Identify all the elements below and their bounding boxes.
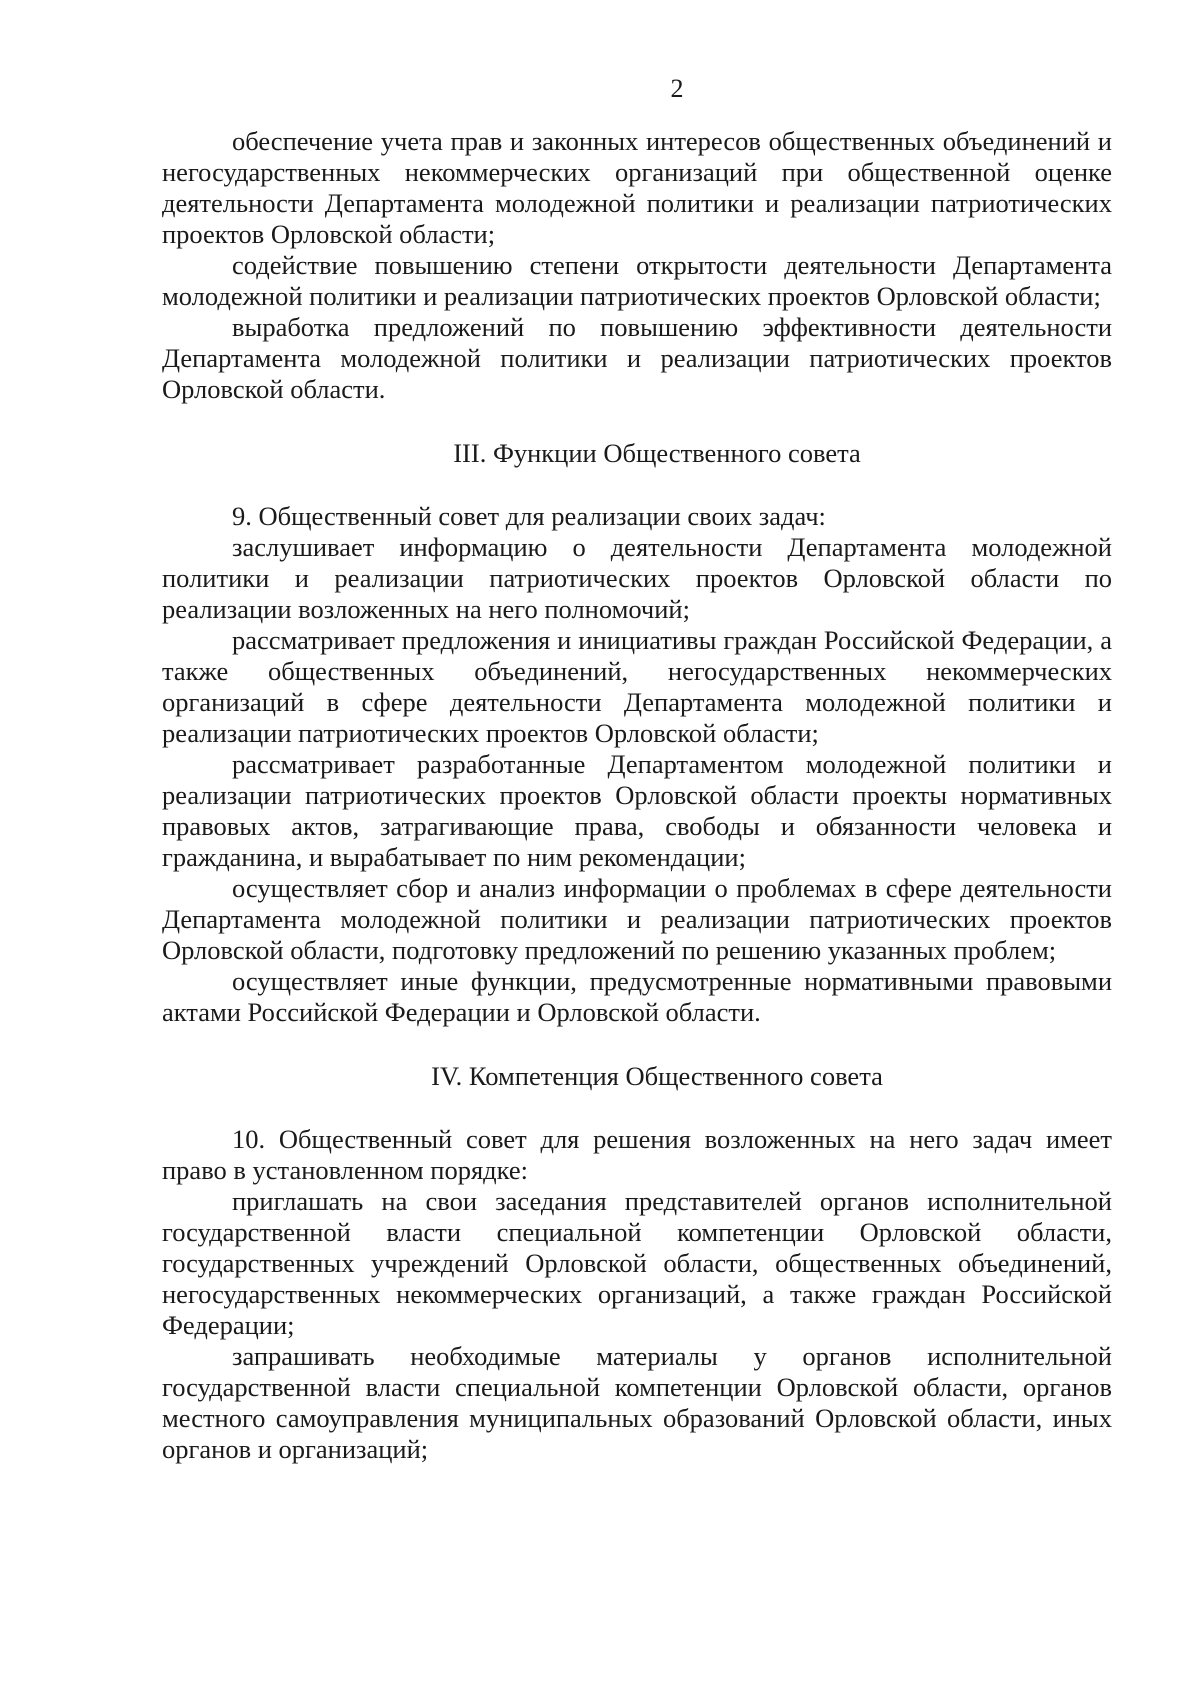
page-number: 2 (670, 74, 684, 103)
section-heading: IV. Компетенция Общественного совета (431, 1061, 883, 1091)
paragraph: содействие повышению степени открытости деятельности Департамента молодежной политики и реализации патриотических проектов Орловской области; (162, 250, 1112, 311)
paragraph: осуществляет иные функции, предусмотренные нормативными правовыми актами Российской Федерации и Орловской области. (162, 966, 1112, 1027)
functions-list (162, 501, 1112, 1028)
paragraph: запрашивать необходимые материалы у органов исполнительной государственной власти специальной компетенции Орловской области, органов местного самоуправления муниципальных образований Орловской области, иных органов и организаций; (162, 1341, 1112, 1464)
paragraph: осуществляет сбор и анализ информации о проблемах в сфере деятельности Департамента молодежной политики и реализации патриотических проектов Орловской области, подготовку предложений по решению указанных проблем; (162, 873, 1112, 965)
paragraph: 9. Общественный совет для реализации своих задач: (232, 501, 826, 531)
paragraph: рассматривает предложения и инициативы граждан Российской Федерации, а также общественных объединений, негосударственных некоммерческих организаций в сфере деятельности Департамента молодежной политики и реализации патриотических проектов Орловской области; (162, 625, 1112, 748)
paragraph: обеспечение учета прав и законных интересов общественных объединений и негосударственных некоммерческих организаций при общественной оценке деятельности Департамента молодежной политики и реализации патриотических проектов Орловской области; (162, 126, 1112, 249)
intro-list (162, 126, 1112, 405)
paragraph: выработка предложений по повышению эффективности деятельности Департамента молодежной политики и реализации патриотических проектов Орловской области. (162, 312, 1112, 404)
paragraph: рассматривает разработанные Департаментом молодежной политики и реализации патриотических проектов Орловской области проекты нормативных правовых актов, затрагивающие права, свободы и обязанности человека и гражданина, и вырабатывает по ним рекомендации; (162, 749, 1112, 872)
paragraph: приглашать на свои заседания представителей органов исполнительной государственной власти специальной компетенции Орловской области, государственных учреждений Орловской области, общественных объединений, негосударственных некоммерческих организаций, а также граждан Российской Федерации; (162, 1186, 1112, 1340)
section-heading: III. Функции Общественного совета (453, 438, 861, 468)
competence-list (162, 1124, 1112, 1465)
paragraph: заслушивает информацию о деятельности Департамента молодежной политики и реализации патриотических проектов Орловской области по реализации возложенных на него полномочий; (162, 532, 1112, 624)
paragraph: 10. Общественный совет для решения возложенных на него задач имеет право в установленном порядке: (162, 1124, 1112, 1185)
